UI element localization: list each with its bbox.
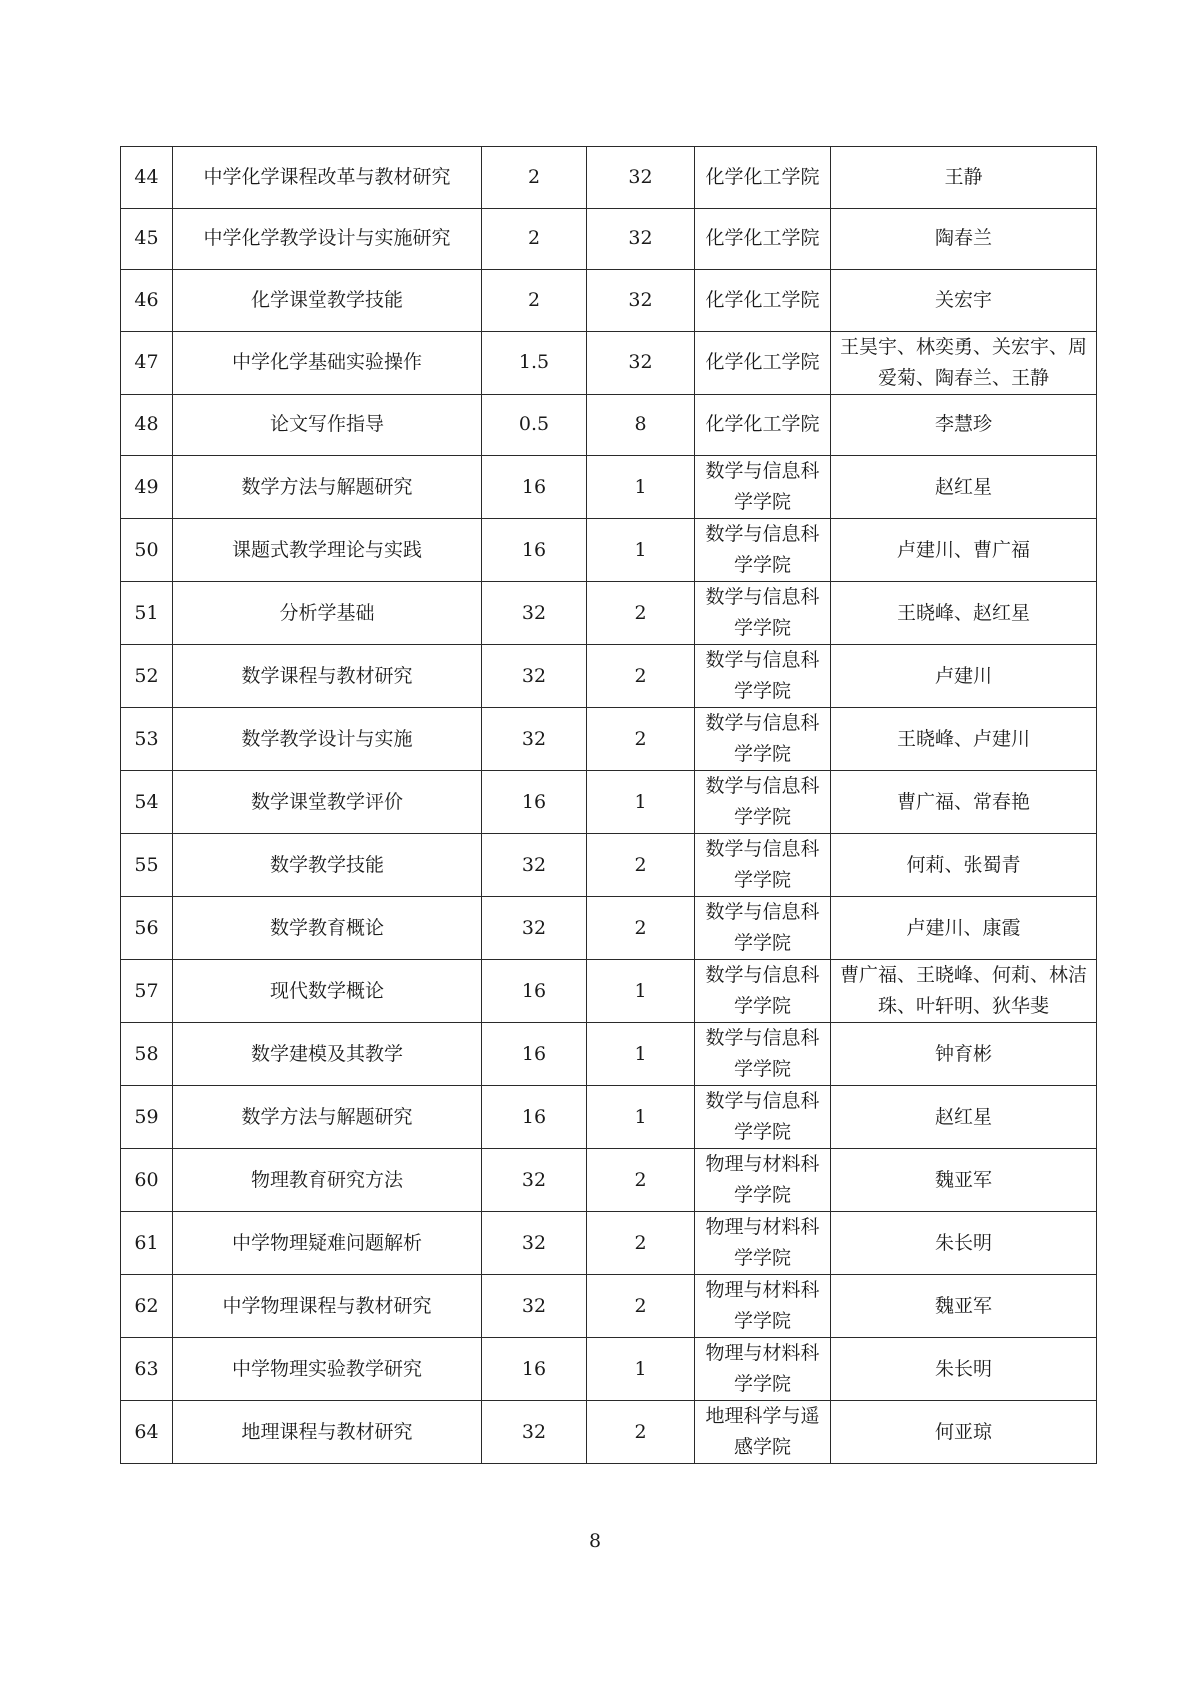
row-number-cell: 52	[121, 645, 173, 708]
hours-credits-cell-2: 1	[587, 519, 695, 582]
teacher-cell: 李慧珍	[831, 394, 1097, 456]
course-name-cell: 数学建模及其教学	[173, 1023, 482, 1086]
page-number: 8	[588, 1530, 602, 1552]
row-number-cell: 60	[121, 1149, 173, 1212]
hours-credits-cell: 16	[482, 1023, 587, 1086]
college-cell: 数学与信息科学学院	[695, 1086, 831, 1149]
hours-credits-cell-2: 32	[587, 208, 695, 270]
teacher-cell: 何莉、张蜀青	[831, 834, 1097, 897]
row-number-cell: 44	[121, 147, 173, 209]
table-row	[121, 270, 1097, 332]
table-row	[121, 834, 1097, 897]
course-name-cell: 物理教育研究方法	[173, 1149, 482, 1212]
hours-credits-cell-2: 8	[587, 394, 695, 456]
college-cell: 数学与信息科学学院	[695, 1023, 831, 1086]
row-number-cell: 51	[121, 582, 173, 645]
hours-credits-cell: 2	[482, 147, 587, 209]
teacher-cell: 王晓峰、卢建川	[831, 708, 1097, 771]
table-row	[121, 394, 1097, 456]
hours-credits-cell-2: 1	[587, 1086, 695, 1149]
table-row	[121, 1212, 1097, 1275]
hours-credits-cell-2: 32	[587, 331, 695, 394]
hours-credits-cell: 32	[482, 834, 587, 897]
teacher-cell: 卢建川、曹广福	[831, 519, 1097, 582]
table-row	[121, 1338, 1097, 1401]
hours-credits-cell: 32	[482, 1212, 587, 1275]
hours-credits-cell: 32	[482, 645, 587, 708]
hours-credits-cell: 32	[482, 1149, 587, 1212]
hours-credits-cell-2: 1	[587, 456, 695, 519]
hours-credits-cell: 16	[482, 960, 587, 1023]
table-row	[121, 897, 1097, 960]
hours-credits-cell: 32	[482, 708, 587, 771]
course-name-cell: 数学课堂教学评价	[173, 771, 482, 834]
row-number-cell: 45	[121, 208, 173, 270]
hours-credits-cell: 0.5	[482, 394, 587, 456]
college-cell: 化学化工学院	[695, 394, 831, 456]
college-cell: 数学与信息科学学院	[695, 645, 831, 708]
teacher-cell: 朱长明	[831, 1212, 1097, 1275]
row-number-cell: 56	[121, 897, 173, 960]
college-cell: 数学与信息科学学院	[695, 582, 831, 645]
hours-credits-cell: 16	[482, 1086, 587, 1149]
college-cell: 物理与材料科学学院	[695, 1212, 831, 1275]
college-cell: 数学与信息科学学院	[695, 708, 831, 771]
hours-credits-cell: 16	[482, 771, 587, 834]
college-cell: 化学化工学院	[695, 331, 831, 394]
row-number-cell: 58	[121, 1023, 173, 1086]
hours-credits-cell: 2	[482, 270, 587, 332]
hours-credits-cell-2: 32	[587, 147, 695, 209]
course-name-cell: 课题式教学理论与实践	[173, 519, 482, 582]
hours-credits-cell: 32	[482, 582, 587, 645]
table-row	[121, 331, 1097, 394]
college-cell: 化学化工学院	[695, 270, 831, 332]
college-cell: 地理科学与遥感学院	[695, 1401, 831, 1464]
row-number-cell: 54	[121, 771, 173, 834]
course-name-cell: 论文写作指导	[173, 394, 482, 456]
course-name-cell: 中学化学基础实验操作	[173, 331, 482, 394]
row-number-cell: 49	[121, 456, 173, 519]
course-name-cell: 中学物理实验教学研究	[173, 1338, 482, 1401]
course-name-cell: 数学方法与解题研究	[173, 1086, 482, 1149]
hours-credits-cell: 32	[482, 1275, 587, 1338]
course-table	[120, 146, 1097, 1464]
row-number-cell: 59	[121, 1086, 173, 1149]
teacher-cell: 朱长明	[831, 1338, 1097, 1401]
college-cell: 物理与材料科学学院	[695, 1149, 831, 1212]
teacher-cell: 赵红星	[831, 1086, 1097, 1149]
teacher-cell: 王静	[831, 147, 1097, 209]
table-row	[121, 645, 1097, 708]
teacher-cell: 卢建川	[831, 645, 1097, 708]
teacher-cell: 王晓峰、赵红星	[831, 582, 1097, 645]
course-name-cell: 数学教育概论	[173, 897, 482, 960]
teacher-cell: 陶春兰	[831, 208, 1097, 270]
row-number-cell: 46	[121, 270, 173, 332]
college-cell: 物理与材料科学学院	[695, 1275, 831, 1338]
hours-credits-cell-2: 1	[587, 960, 695, 1023]
hours-credits-cell-2: 2	[587, 1401, 695, 1464]
college-cell: 化学化工学院	[695, 147, 831, 209]
college-cell: 数学与信息科学学院	[695, 897, 831, 960]
table-row	[121, 1023, 1097, 1086]
course-name-cell: 数学教学设计与实施	[173, 708, 482, 771]
hours-credits-cell-2: 1	[587, 1338, 695, 1401]
hours-credits-cell: 16	[482, 519, 587, 582]
teacher-cell: 赵红星	[831, 456, 1097, 519]
hours-credits-cell: 32	[482, 897, 587, 960]
college-cell: 数学与信息科学学院	[695, 771, 831, 834]
course-name-cell: 中学物理疑难问题解析	[173, 1212, 482, 1275]
hours-credits-cell-2: 2	[587, 1212, 695, 1275]
hours-credits-cell: 16	[482, 1338, 587, 1401]
course-name-cell: 化学课堂教学技能	[173, 270, 482, 332]
hours-credits-cell-2: 2	[587, 645, 695, 708]
teacher-cell: 钟育彬	[831, 1023, 1097, 1086]
table-row	[121, 582, 1097, 645]
teacher-cell: 魏亚军	[831, 1149, 1097, 1212]
teacher-cell: 何亚琼	[831, 1401, 1097, 1464]
hours-credits-cell-2: 1	[587, 1023, 695, 1086]
table-row	[121, 208, 1097, 270]
hours-credits-cell: 16	[482, 456, 587, 519]
course-name-cell: 现代数学概论	[173, 960, 482, 1023]
course-name-cell: 数学教学技能	[173, 834, 482, 897]
teacher-cell: 曹广福、王晓峰、何莉、林洁珠、叶轩明、狄华斐	[831, 960, 1097, 1023]
teacher-cell: 曹广福、常春艳	[831, 771, 1097, 834]
row-number-cell: 63	[121, 1338, 173, 1401]
row-number-cell: 53	[121, 708, 173, 771]
teacher-cell: 关宏宇	[831, 270, 1097, 332]
table-row	[121, 1086, 1097, 1149]
hours-credits-cell: 32	[482, 1401, 587, 1464]
table-row	[121, 456, 1097, 519]
college-cell: 数学与信息科学学院	[695, 456, 831, 519]
row-number-cell: 64	[121, 1401, 173, 1464]
hours-credits-cell-2: 2	[587, 1275, 695, 1338]
college-cell: 数学与信息科学学院	[695, 960, 831, 1023]
teacher-cell: 王昊宇、林奕勇、关宏宇、周爱菊、陶春兰、王静	[831, 331, 1097, 394]
course-name-cell: 地理课程与教材研究	[173, 1401, 482, 1464]
college-cell: 数学与信息科学学院	[695, 519, 831, 582]
course-name-cell: 中学物理课程与教材研究	[173, 1275, 482, 1338]
table-row	[121, 1401, 1097, 1464]
course-name-cell: 数学方法与解题研究	[173, 456, 482, 519]
row-number-cell: 55	[121, 834, 173, 897]
hours-credits-cell-2: 1	[587, 771, 695, 834]
row-number-cell: 50	[121, 519, 173, 582]
hours-credits-cell-2: 2	[587, 1149, 695, 1212]
hours-credits-cell-2: 2	[587, 897, 695, 960]
college-cell: 数学与信息科学学院	[695, 834, 831, 897]
table-row	[121, 771, 1097, 834]
table-body	[121, 147, 1097, 1464]
table-row	[121, 708, 1097, 771]
table-row	[121, 519, 1097, 582]
course-name-cell: 中学化学课程改革与教材研究	[173, 147, 482, 209]
table-row	[121, 1275, 1097, 1338]
college-cell: 化学化工学院	[695, 208, 831, 270]
teacher-cell: 卢建川、康霞	[831, 897, 1097, 960]
course-name-cell: 数学课程与教材研究	[173, 645, 482, 708]
hours-credits-cell: 1.5	[482, 331, 587, 394]
course-name-cell: 分析学基础	[173, 582, 482, 645]
table-row	[121, 147, 1097, 209]
row-number-cell: 48	[121, 394, 173, 456]
hours-credits-cell-2: 2	[587, 582, 695, 645]
hours-credits-cell-2: 2	[587, 708, 695, 771]
teacher-cell: 魏亚军	[831, 1275, 1097, 1338]
course-name-cell: 中学化学教学设计与实施研究	[173, 208, 482, 270]
college-cell: 物理与材料科学学院	[695, 1338, 831, 1401]
row-number-cell: 61	[121, 1212, 173, 1275]
hours-credits-cell: 2	[482, 208, 587, 270]
table-row	[121, 1149, 1097, 1212]
hours-credits-cell-2: 2	[587, 834, 695, 897]
hours-credits-cell-2: 32	[587, 270, 695, 332]
table-row	[121, 960, 1097, 1023]
row-number-cell: 57	[121, 960, 173, 1023]
row-number-cell: 62	[121, 1275, 173, 1338]
row-number-cell: 47	[121, 331, 173, 394]
